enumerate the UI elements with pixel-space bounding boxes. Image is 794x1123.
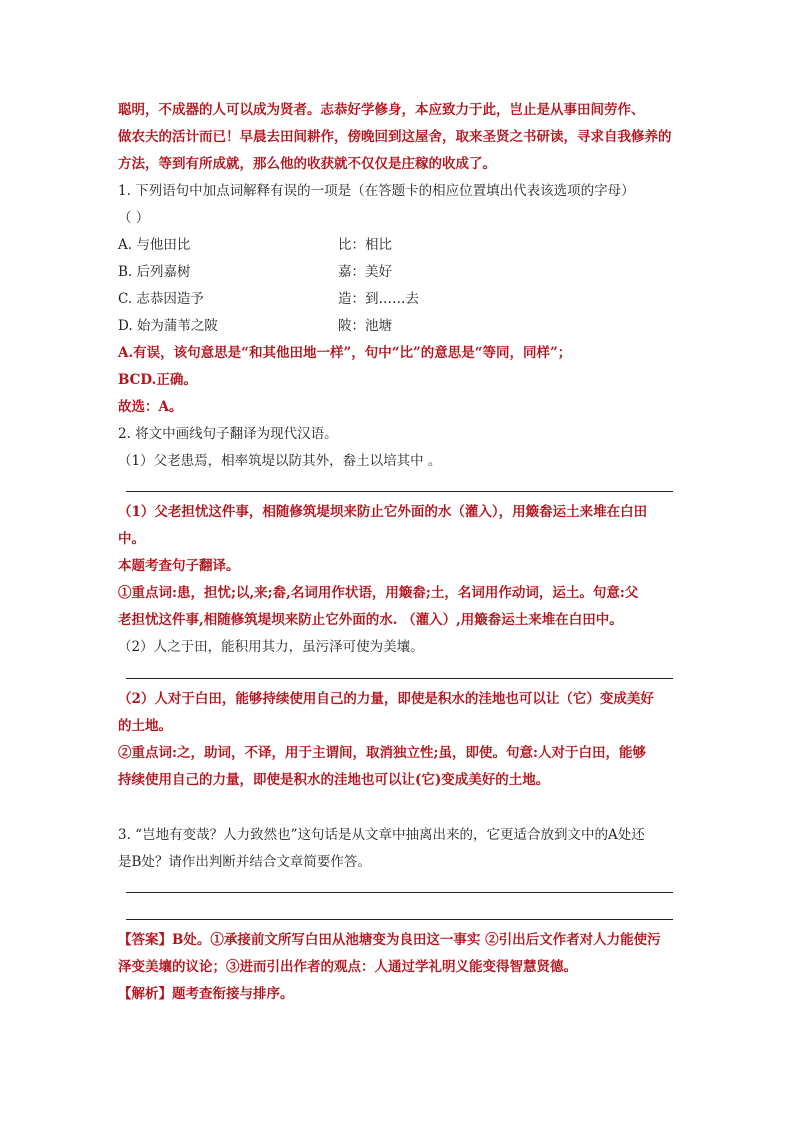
q3-stem-line: 3. “岂地有变哉？人力致然也”这句话是从文章中抽离出来的，它更适合放到文中的A处还 bbox=[118, 827, 645, 843]
q1-stem: 1. 下列语句中加点词解释有误的一项是（在答题卡的相应位置填出代表该选项的字母） bbox=[118, 183, 635, 199]
q3-answer-line: 【答案】B处。①承接前文所写白田从池塘变为良田这一事实 ②引出后文作者对人力能使污 bbox=[118, 932, 661, 948]
q3-answer-line: 泽变美壤的议论；③进而引出作者的观点：人通过学礼明义能变得智慧贤德。 bbox=[118, 959, 577, 975]
passage-line: 做农夫的活计而已！早晨去田间耕作，傍晚回到这屋舍，取来圣贤之书研读，寻求自我修养的 bbox=[118, 129, 672, 145]
q1-option-c: C. 志恭因造予 bbox=[118, 291, 204, 307]
q2-s1-answer-line: （1）父老担忧这件事，相随修筑堤坝来防止它外面的水（灌入），用簸畚运土来堆在白田 bbox=[118, 504, 648, 520]
q1-option-b: B. 后列嘉树 bbox=[118, 264, 191, 280]
answer-line bbox=[126, 919, 673, 920]
answer-line bbox=[126, 678, 673, 679]
q1-option-b-gloss: 嘉：美好 bbox=[338, 264, 392, 280]
q2-s1-answer-line: 本题考查句子翻译。 bbox=[118, 558, 240, 574]
q1-answer-line: 故选：A。 bbox=[118, 399, 183, 415]
passage-line: 聪明，不成器的人可以成为贤者。志恭好学修身，本应致力于此，岂止是从事田间劳作、 bbox=[118, 102, 645, 118]
q3-stem-line: 是B处？请作出判断并结合文章简要作答。 bbox=[118, 854, 371, 870]
passage-line: 方法，等到有所成就，那么他的收获就不仅仅是庄稼的收成了。 bbox=[118, 156, 496, 172]
q2-sentence-2: （2）人之于田，能积用其力，虽污泽可使为美壤。 bbox=[118, 639, 424, 655]
q1-answer-paren: （ ） bbox=[118, 210, 150, 226]
q1-answer-line: BCD.正确。 bbox=[118, 372, 197, 388]
q3-analysis-line: 【解析】题考查衔接与排序。 bbox=[118, 986, 294, 1002]
answer-line bbox=[126, 491, 673, 492]
q1-option-a-gloss: 比：相比 bbox=[338, 237, 392, 253]
answer-line bbox=[126, 892, 673, 893]
q2-s1-answer-line: 中。 bbox=[118, 531, 145, 547]
q2-s2-answer-line: （2）人对于白田，能够持续使用自己的力量，即使是积水的洼地也可以让（它）变成美好 bbox=[118, 691, 654, 707]
q1-option-c-gloss: 造：到……去 bbox=[338, 291, 419, 307]
q2-s2-answer-line: 持续使用自己的力量，即使是积水的洼地也可以让(它)变成美好的土地。 bbox=[118, 772, 550, 788]
q2-s1-answer-line: 老担忧这件事,相随修筑堤坝来防止它外面的水. （灌入）,用簸畚运土来堆在白田中。 bbox=[118, 612, 623, 628]
q1-option-d-gloss: 陂：池塘 bbox=[338, 318, 392, 334]
q1-answer-line: A.有误，该句意思是“和其他田地一样”，句中“比”的意思是“等同，同样”； bbox=[118, 345, 572, 361]
q2-s1-answer-line: ①重点词:患，担忧;以,来;畚,名词用作状语，用簸畚;土，名词用作动词，运土。句意:父 bbox=[118, 585, 639, 601]
q2-s2-answer-line: ②重点词:之，助词，不译，用于主谓间，取消独立性;虽，即使。句意:人对于白田，能够 bbox=[118, 745, 646, 761]
q2-s2-answer-line: 的土地。 bbox=[118, 718, 172, 734]
q2-sentence-1: （1）父老患焉，相率筑堤以防其外，畚土以培其中 。 bbox=[118, 453, 442, 469]
q2-stem: 2. 将文中画线句子翻译为现代汉语。 bbox=[118, 426, 338, 442]
q1-option-a: A. 与他田比 bbox=[118, 237, 191, 253]
q1-option-d: D. 始为蒲苇之陂 bbox=[118, 318, 218, 334]
